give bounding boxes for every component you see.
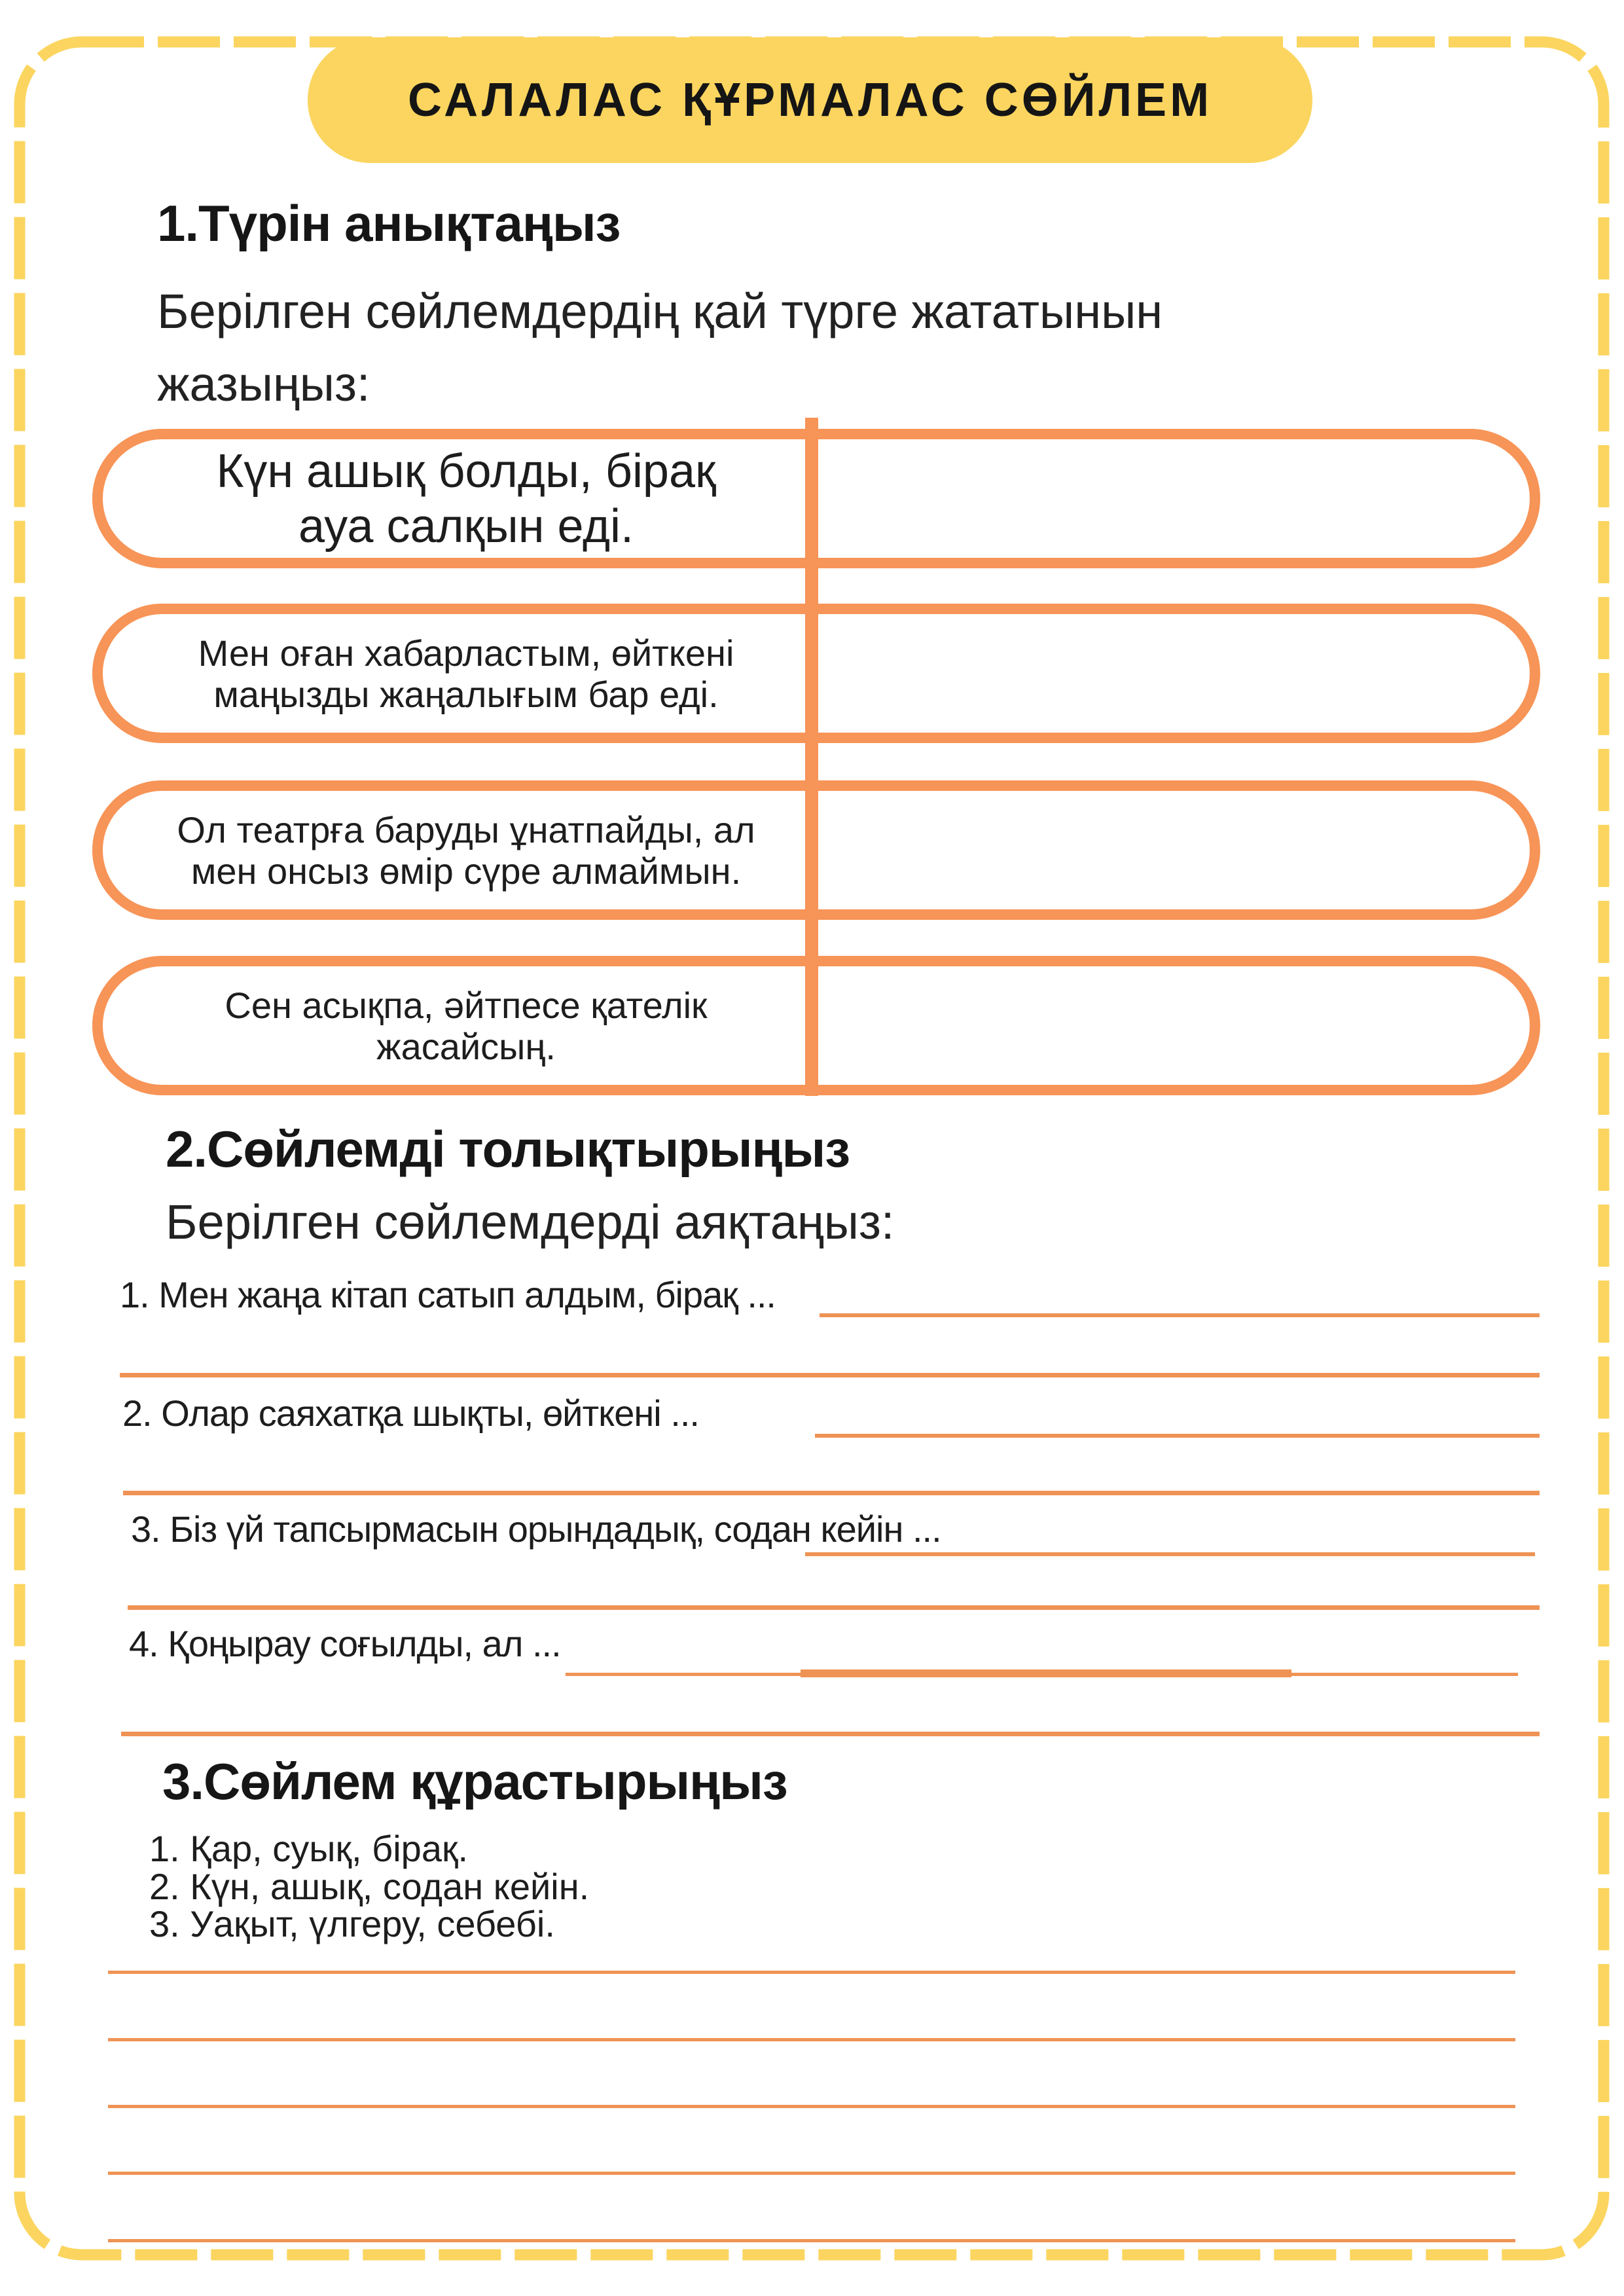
writing-line (108, 2172, 1515, 2175)
writing-line (108, 2105, 1515, 2108)
section2-item-2: 2. Олар саяхатқа шықты, өйткені ... (122, 1393, 699, 1434)
answer-line (121, 1732, 1540, 1736)
answer-line (128, 1605, 1540, 1610)
title-banner (308, 37, 1312, 163)
answer-line (123, 1491, 1540, 1495)
section3-item-1: 1. Қар, суық, бірақ. (149, 1828, 469, 1869)
section3-item-2: 2. Күн, ашық, содан кейін. (149, 1866, 590, 1907)
writing-line (108, 1971, 1515, 1974)
answer-box-4-sentence: Сен асықпа, әйтпесе қателік жасайсың. (225, 984, 708, 1067)
answer-box-3-sentence: Ол театрға баруды ұнатпайды, ал мен онсыз өмір сүре алмаймын. (177, 809, 755, 892)
section2-instruction: Берілген сөйлемдерді аяқтаңыз: (166, 1195, 895, 1249)
section1-heading: 1.Түрін анықтаңыз (157, 194, 621, 252)
section2-item-4: 4. Қоңырау соғылды, ал ... (129, 1623, 561, 1664)
section1-instruction-line2: жазыңыз: (157, 357, 370, 411)
answer-line (815, 1434, 1540, 1438)
writing-line (108, 2239, 1515, 2242)
section2-item-3: 3. Біз үй тапсырмасын орындадық, содан кейін ... (131, 1508, 941, 1550)
section1-instruction-line1: Берілген сөйлемдердің қай түрге жататынын (157, 284, 1163, 338)
section2-item-1: 1. Мен жаңа кітап сатып алдым, бірақ ... (120, 1274, 776, 1315)
section2-heading: 2.Сөйлемді толықтырыңыз (166, 1120, 850, 1178)
section3-item-3: 3. Уақыт, үлгеру, себебі. (149, 1903, 555, 1944)
answer-line (120, 1373, 1540, 1377)
answer-line (820, 1313, 1540, 1317)
answer-box-2-sentence: Мен оған хабарластым, өйткені маңызды жаңалығым бар еді. (198, 632, 734, 715)
section3-heading: 3.Сөйлем құрастырыңыз (162, 1753, 787, 1810)
answer-table-divider (805, 418, 818, 1096)
section1-instruction (157, 275, 1163, 420)
writing-line (108, 2038, 1515, 2041)
page-title: САЛАЛАС ҚҰРМАЛАС СӨЙЛЕМ (407, 74, 1213, 126)
answer-line (801, 1669, 1291, 1677)
answer-box-1-sentence: Күн ашық болды, бірақ ауа салқын еді. (216, 445, 716, 553)
answer-line (805, 1552, 1535, 1556)
